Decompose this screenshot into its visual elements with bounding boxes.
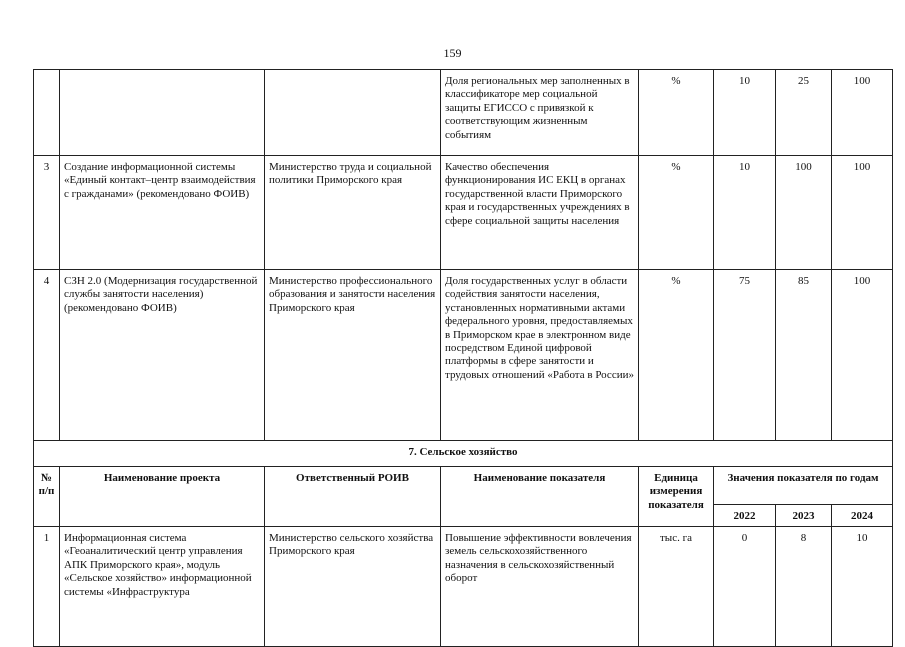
row-number: 1	[34, 527, 60, 647]
value-2023: 25	[776, 70, 832, 156]
indicator-name: Качество обеспечения функционирования ИС ЕКЦ в органах государственной власти Приморского края и государственных учреждениях в сфере социальной защиты населения	[441, 156, 639, 270]
value-2024: 100	[832, 156, 893, 270]
unit: тыс. га	[639, 527, 714, 647]
responsible-body: Министерство труда и социальной политики Приморского края	[265, 156, 441, 270]
section-row	[34, 441, 893, 467]
value-2023: 85	[776, 270, 832, 441]
value-2022: 10	[714, 70, 776, 156]
project-name: Информационная система «Геоаналитический центр управления АПК Приморского края», модуль «Сельское хозяйство» информационной системы «Инфраструктура	[60, 527, 265, 647]
document-table	[33, 69, 893, 647]
header-indicator: Наименование показателя	[441, 467, 639, 527]
unit: %	[639, 270, 714, 441]
header-project: Наименование проекта	[60, 467, 265, 527]
unit: %	[639, 156, 714, 270]
row-number	[34, 70, 60, 156]
responsible-body: Министерство сельского хозяйства Приморского края	[265, 527, 441, 647]
row-number: 4	[34, 270, 60, 441]
page-number: 159	[443, 46, 462, 60]
header-num: № п/п	[34, 467, 60, 527]
table-row	[34, 156, 893, 270]
section-title: 7. Сельское хозяйство	[34, 441, 893, 467]
unit: %	[639, 70, 714, 156]
header-year-2023: 2023	[776, 505, 832, 527]
value-2022: 10	[714, 156, 776, 270]
header-responsible: Ответственный РОИВ	[265, 467, 441, 527]
row-number: 3	[34, 156, 60, 270]
indicator-name: Повышение эффективности вовлечения земель сельскохозяйственного назначения в сельскохозяйственный оборот	[441, 527, 639, 647]
project-name: Создание информационной системы «Единый контакт–центр взаимодействия с гражданами» (рекомендовано ФОИВ)	[60, 156, 265, 270]
value-2023: 8	[776, 527, 832, 647]
header-values: Значения показателя по годам	[714, 467, 893, 505]
responsible-body: Министерство профессионального образования и занятости населения Приморского края	[265, 270, 441, 441]
responsible-body	[265, 70, 441, 156]
table-row	[34, 70, 893, 156]
value-2022: 75	[714, 270, 776, 441]
indicator-name: Доля региональных мер заполненных в классификаторе мер социальной защиты ЕГИССО с привязкой к соответствующим жизненным событиям	[441, 70, 639, 156]
header-year-2024: 2024	[832, 505, 893, 527]
table-row	[34, 527, 893, 647]
header-year-2022: 2022	[714, 505, 776, 527]
value-2024: 100	[832, 70, 893, 156]
value-2023: 100	[776, 156, 832, 270]
value-2022: 0	[714, 527, 776, 647]
project-name: СЗН 2.0 (Модернизация государственной службы занятости населения) (рекомендовано ФОИВ)	[60, 270, 265, 441]
indicator-name: Доля государственных услуг в области содействия занятости населения, установленных нормативными актами федерального уровня, предоставляемых в Приморском крае в электронном виде посредством Единой цифровой платформы в сфере занятости и трудовых отношений «Работа в России»	[441, 270, 639, 441]
value-2024: 10	[832, 527, 893, 647]
project-name	[60, 70, 265, 156]
value-2024: 100	[832, 270, 893, 441]
table-row	[34, 270, 893, 441]
header-unit: Единица измерения показателя	[639, 467, 714, 527]
header-row	[34, 467, 893, 505]
